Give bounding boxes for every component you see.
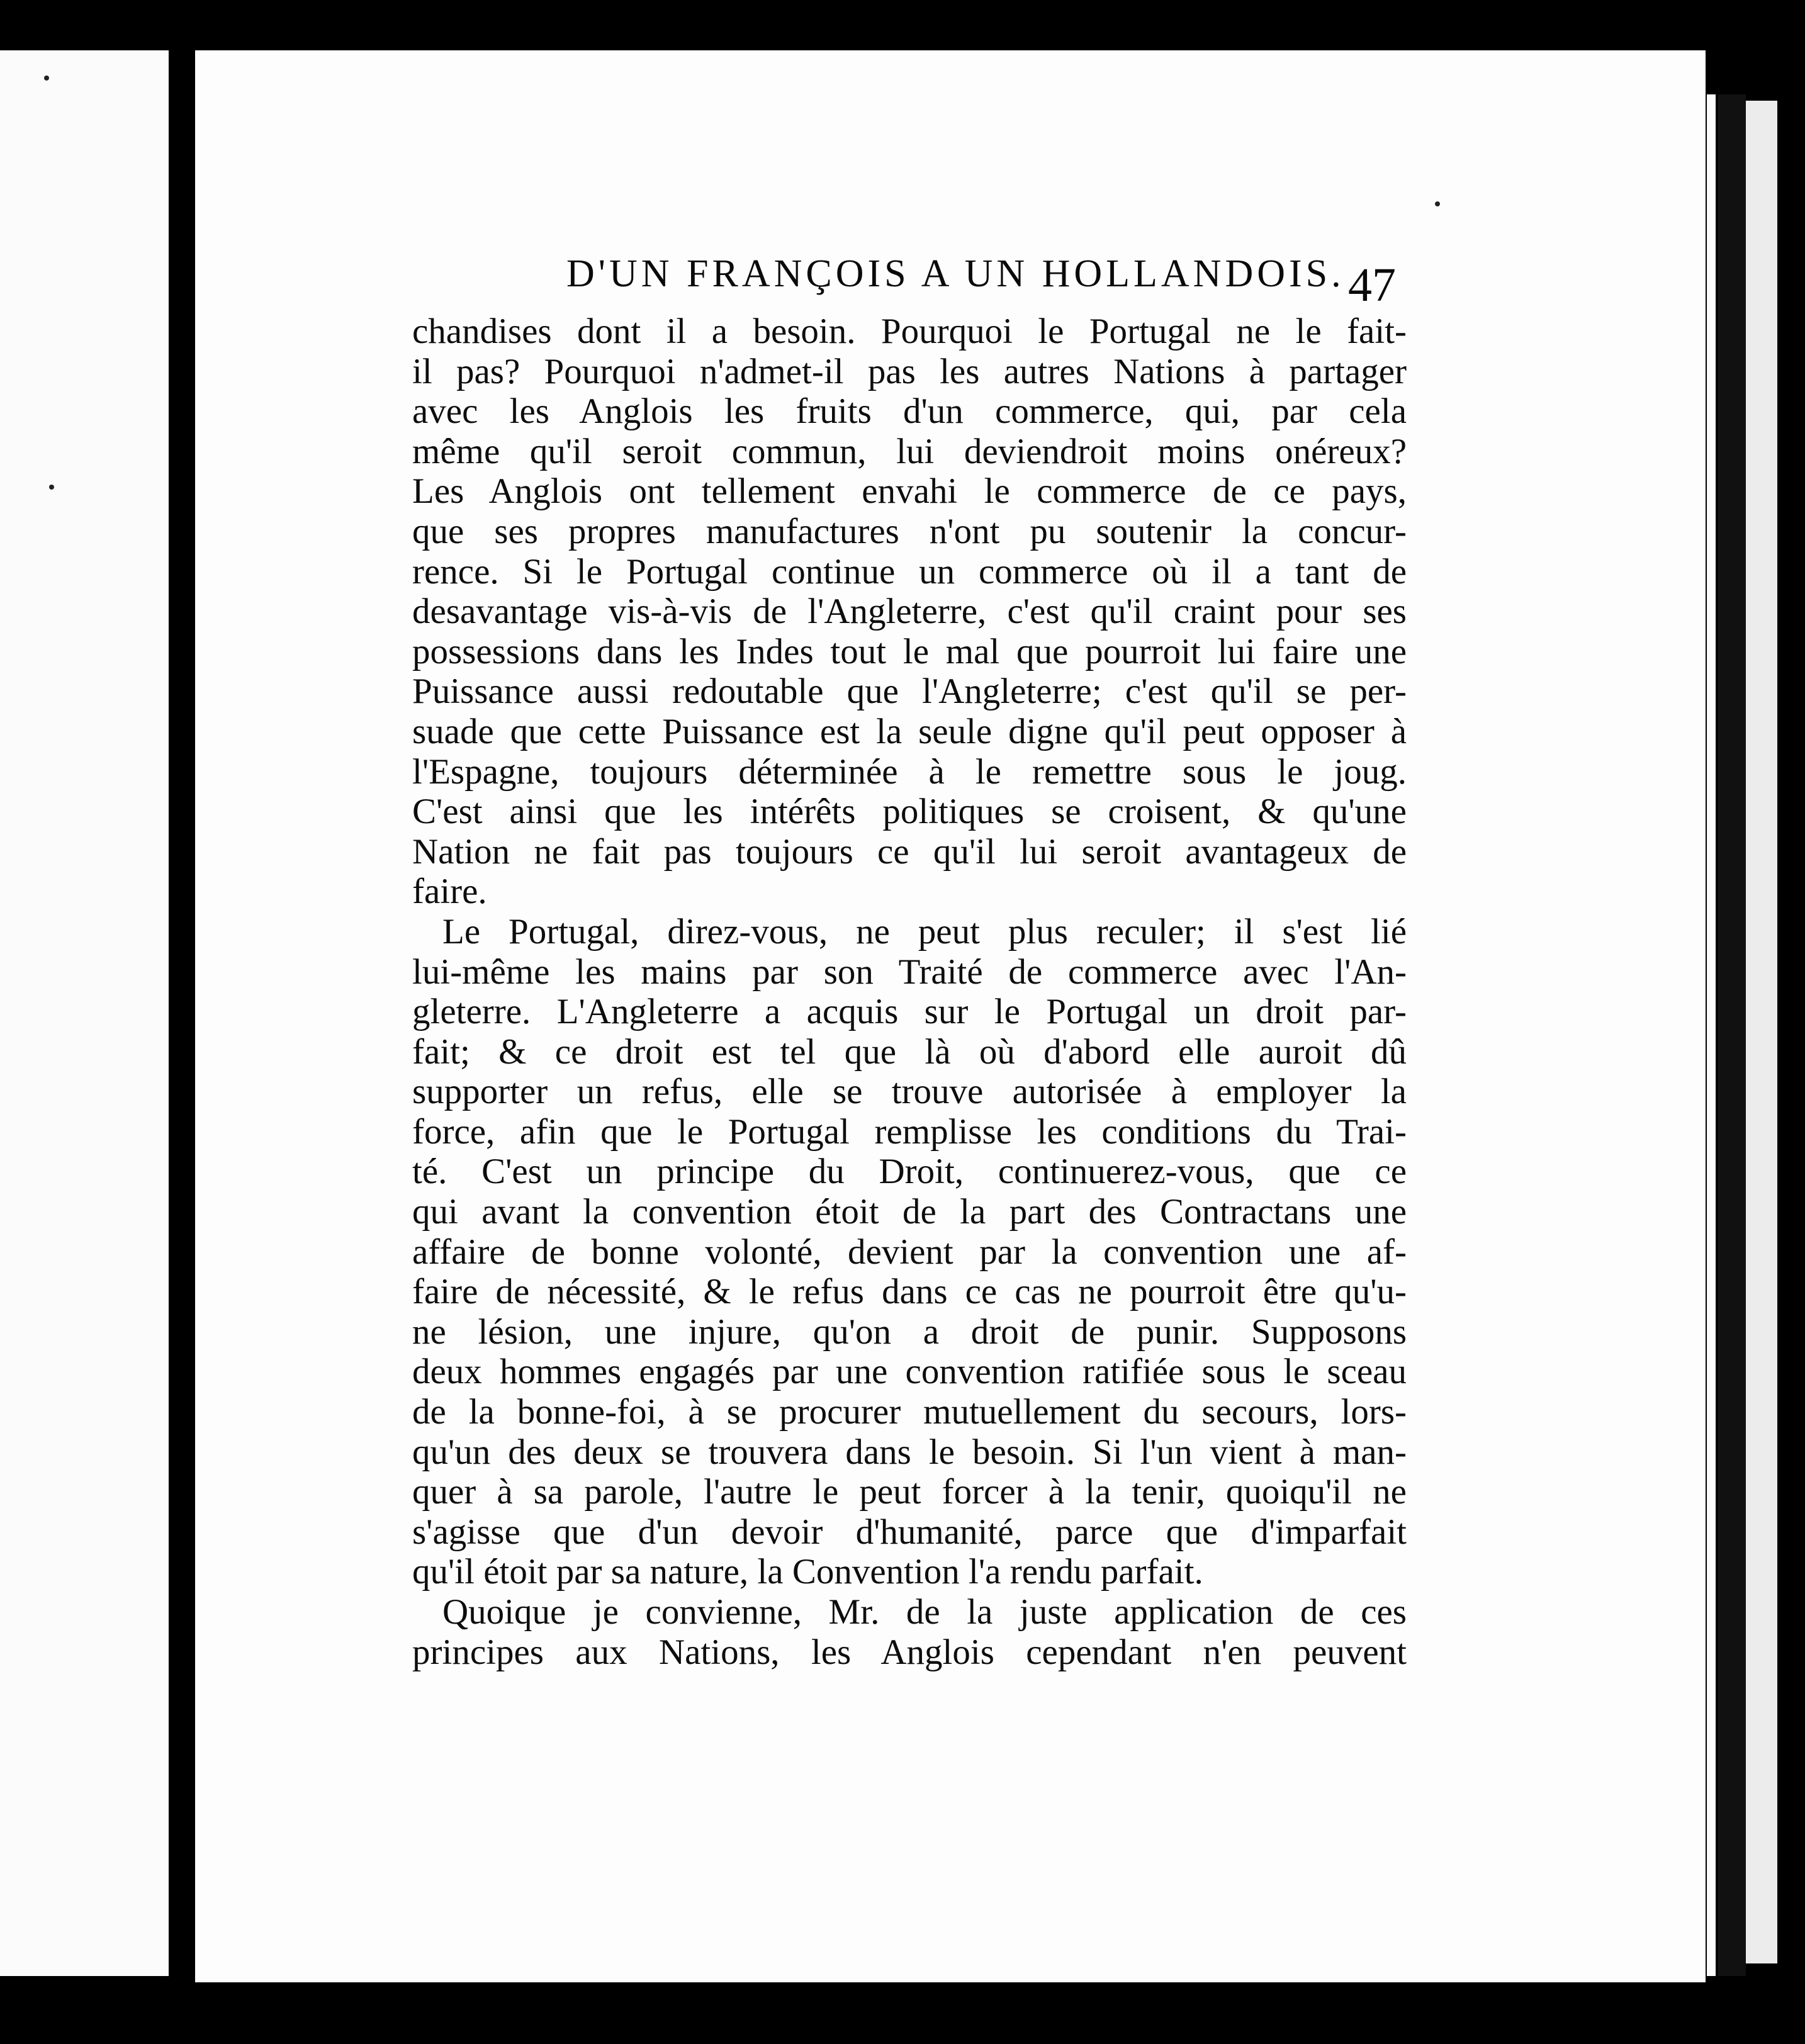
text-line: C'est ainsi que les intérêts politiques se croisent, & qu'une [412, 792, 1407, 832]
text-line: de la bonne-foi, à se procurer mutuellement du secours, lors- [412, 1392, 1407, 1432]
text-line: même qu'il seroit commun, lui deviendroit moins onéreux? [412, 431, 1407, 471]
binding-shadow [1718, 94, 1746, 1976]
text-line: Quoique je convienne, Mr. de la juste application de ces [442, 1592, 1407, 1632]
text-line: Les Anglois ont tellement envahi le commerce de ce pays, [412, 471, 1407, 512]
text-line: rence. Si le Portugal continue un commerce où il a tant de [412, 551, 1407, 592]
left-page-margin [0, 50, 169, 1976]
text-line: affaire de bonne volonté, devient par la convention une af- [412, 1232, 1407, 1272]
text-line: supporter un refus, elle se trouve autorisée à employer la [412, 1072, 1407, 1112]
text-line: faire de nécessité, & le refus dans ce cas ne pourroit être qu'u- [412, 1272, 1407, 1312]
text-line: qui avant la convention étoit de la part des Contractans une [412, 1192, 1407, 1232]
speck [1435, 201, 1440, 206]
text-line: l'Espagne, toujours déterminée à le remettre sous le joug. [412, 751, 1407, 792]
text-line: il pas? Pourquoi n'admet-il pas les autres Nations à partager [412, 351, 1407, 391]
text-line: avec les Anglois les fruits d'un commerce, qui, par cela [412, 391, 1407, 432]
text-line: gleterre. L'Angleterre a acquis sur le Portugal un droit par- [412, 992, 1407, 1032]
page-number: 47 [1348, 259, 1396, 312]
speck [49, 485, 54, 490]
text-line: suade que cette Puissance est la seule digne qu'il peut opposer à [412, 711, 1407, 751]
text-line: ne lésion, une injure, qu'on a droit de punir. Supposons [412, 1311, 1407, 1352]
text-line: s'agisse que d'un devoir d'humanité, parce que d'imparfait [412, 1512, 1407, 1552]
text-line: quer à sa parole, l'autre le peut forcer à la tenir, quoiqu'il ne [412, 1472, 1407, 1512]
text-line: Puissance aussi redoutable que l'Angleterre; c'est qu'il se per- [412, 671, 1407, 712]
text-line: desavantage vis-à-vis de l'Angleterre, c'est qu'il craint pour ses [412, 592, 1407, 632]
text-line: fait; & ce droit est tel que là où d'abord elle auroit dû [412, 1031, 1407, 1072]
text-line: qu'un des deux se trouvera dans le besoin. Si l'un vient à man- [412, 1432, 1407, 1472]
text-line: faire. [412, 872, 487, 912]
text-line: principes aux Nations, les Anglois cependant n'en peuvent [412, 1632, 1407, 1672]
text-line: té. C'est un principe du Droit, continuerez-vous, que ce [412, 1152, 1407, 1192]
page-edge-inner [1746, 101, 1777, 1963]
text-line: lui-même les mains par son Traité de commerce avec l'An- [412, 952, 1407, 992]
text-line: Le Portugal, direz-vous, ne peut plus reculer; il s'est lié [442, 911, 1407, 952]
text-line: deux hommes engagés par une convention ratifiée sous le sceau [412, 1352, 1407, 1392]
text-line: qu'il étoit par sa nature, la Convention l'a rendu parfait. [412, 1552, 1203, 1592]
text-line: force, afin que le Portugal remplisse les conditions du Trai- [412, 1111, 1407, 1152]
running-head: D'UN FRANÇOIS A UN HOLLANDOIS. [566, 252, 1345, 295]
speck [44, 76, 49, 81]
text-line: que ses propres manufactures n'ont pu soutenir la concur- [412, 511, 1407, 551]
body-text [412, 312, 1407, 1672]
text-line: Nation ne fait pas toujours ce qu'il lui seroit avantageux de [412, 831, 1407, 872]
text-line: chandises dont il a besoin. Pourquoi le Portugal ne le fait- [412, 312, 1407, 351]
page-edge [1707, 94, 1716, 1976]
text-line: possessions dans les Indes tout le mal que pourroit lui faire une [412, 631, 1407, 671]
